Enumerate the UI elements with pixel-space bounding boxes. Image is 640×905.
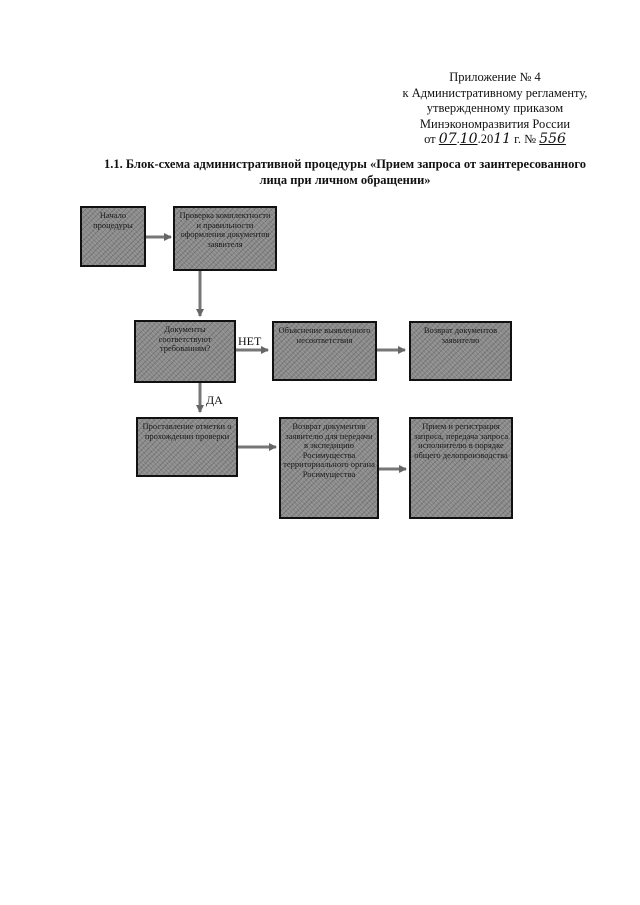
box-register: Прием и регистрация запроса, передача запроса исполнителю в порядке общего делопроизводства <box>409 417 513 519</box>
date-sep-1: . <box>456 132 460 147</box>
date-day: 07 <box>438 131 457 148</box>
annex-approved: утвержденному приказом <box>426 101 564 116</box>
date-suffix: г. № <box>514 132 537 147</box>
date-prefix: от <box>424 132 436 147</box>
date-year-printed: 20 <box>480 132 494 147</box>
title-line-2: лица при личном обращении» <box>259 173 431 187</box>
box-explain: Объяснение выявленного несоответствия <box>272 321 377 381</box>
order-number: 556 <box>539 131 566 148</box>
box-check: Проверка комплектности и правильности оформления документов заявителя <box>173 206 277 271</box>
annex-number: Приложение № 4 <box>449 70 541 84</box>
box-start: Начало процедуры <box>80 206 146 267</box>
box-conform: Документы соответствуют требованиям? <box>134 320 236 383</box>
date-sep-2: . <box>477 132 481 147</box>
annex-to-regulation: к Административному регламенту, <box>402 85 588 100</box>
date-year-handwritten: 11 <box>493 131 512 148</box>
date-month: 10 <box>459 131 478 148</box>
box-mark: Проставление отметки о прохождении проверки <box>136 417 238 477</box>
label-yes: ДА <box>206 393 223 407</box>
label-no: НЕТ <box>238 334 262 348</box>
annex-ministry: Минэкономразвития России <box>419 116 571 131</box>
box-return-docs: Возврат документов заявителю <box>409 321 512 381</box>
box-return-to-applicant: Возврат документов заявителю для передачи в экспедицию Росимущества территориального органа Росимущества <box>279 417 379 519</box>
title-line-1: 1.1. Блок-схема административной процедуры «Прием запроса от заинтересованного <box>104 157 586 171</box>
